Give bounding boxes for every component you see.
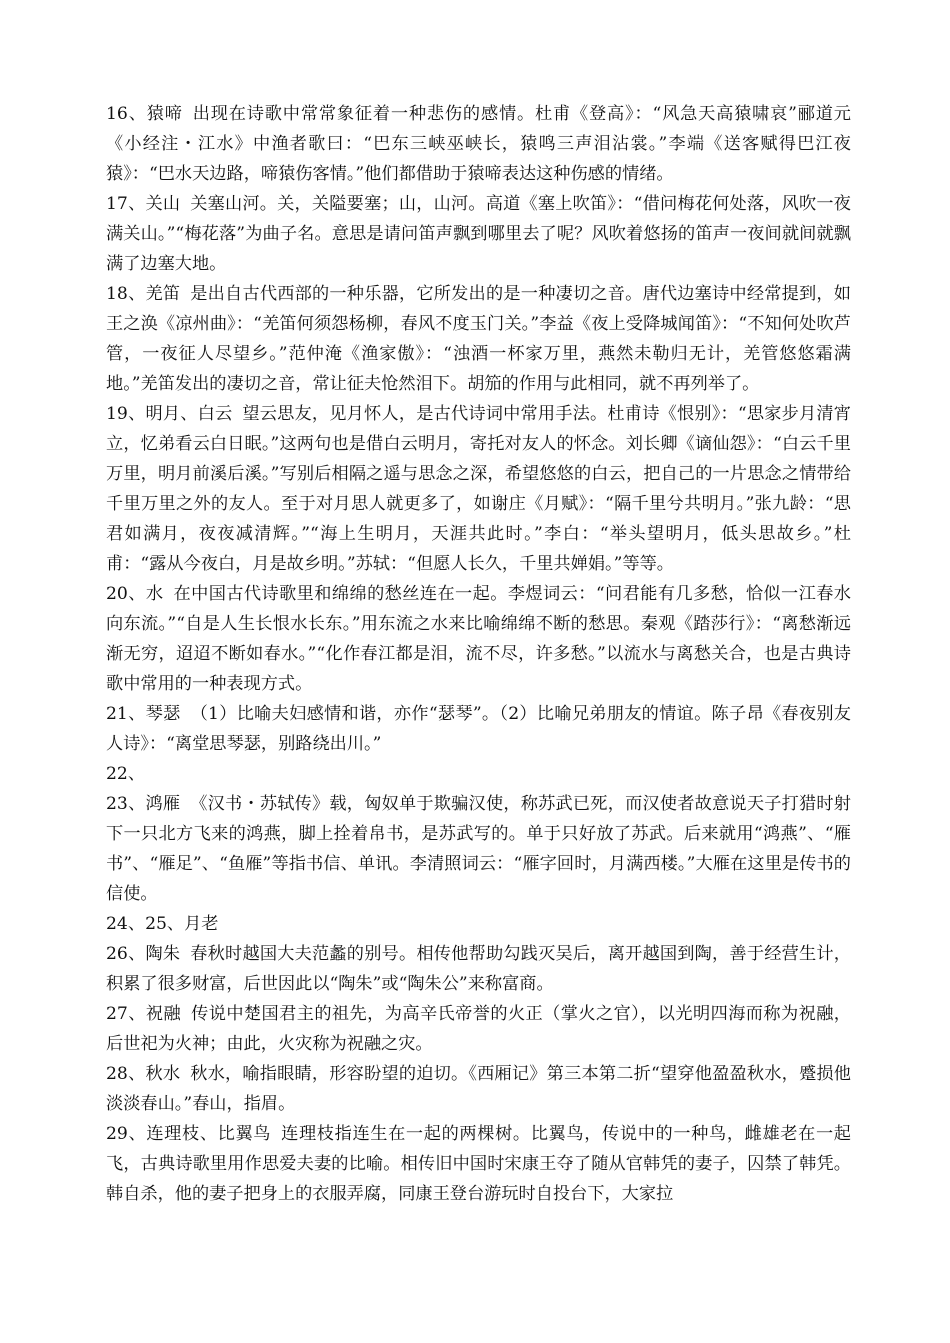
entry-number: 16、 [106, 104, 147, 124]
entry-term: 祝融 [145, 1004, 182, 1024]
entry-number: 29、 [106, 1124, 147, 1144]
document-body [106, 99, 851, 1209]
entry-text: 关塞山河。关，关隘要塞；山，山河。高道《塞上吹笛》：“借问梅花何处落，风吹一夜满关山。”“梅花落”为曲子名。意思是请问笛声飘到哪里去了呢？风吹着悠扬的笛声一夜间就间就飘满了边塞大地。 [106, 194, 851, 274]
entry-24-25 [106, 909, 851, 939]
entry-number: 21、 [106, 704, 146, 724]
entry-number: 26、 [106, 944, 146, 964]
entry-number: 28、 [106, 1064, 146, 1084]
entry-text: 出现在诗歌中常常象征着一种悲伤的感情。杜甫《登高》：“风急天高猿啸哀”郦道元《小经注・江水》中渔者歌曰：“巴东三峡巫峡长，猿鸣三声泪沾裳。”李端《送客赋得巴江夜猿》：“巴水天边路，啼猿伤客情。”他们都借助于猿啼表达这种伤感的情绪。 [106, 104, 851, 184]
entry-22 [106, 759, 851, 789]
entry-19 [106, 399, 851, 579]
entry-17 [106, 189, 851, 279]
entry-term: 鸿雁 [145, 794, 181, 814]
entry-text: 25、月老 [145, 914, 219, 934]
entry-text: 传说中楚国君主的祖先，为高辛氏帝誉的火正（掌火之官），以光明四海而称为祝融，后世祀为火神；由此，火灾称为祝融之灾。 [106, 1004, 851, 1054]
entry-term: 明月、白云 [145, 404, 233, 424]
entry-27 [106, 999, 851, 1059]
entry-term: 连理枝、比翼鸟 [146, 1124, 272, 1144]
entry-number: 22、 [106, 764, 146, 784]
entry-text: （1）比喻夫妇感情和谐，亦作“瑟琴”。（2）比喻兄弟朋友的情谊。陈子昂《春夜别友人诗》：“离堂思琴瑟，别路绕出川。” [106, 704, 851, 754]
entry-number: 23、 [106, 794, 146, 814]
entry-26 [106, 939, 851, 999]
entry-term: 水 [145, 584, 164, 604]
entry-text: 连理枝指连生在一起的两棵树。比翼鸟，传说中的一种鸟，雌雄老在一起飞，古典诗歌里用作思爱夫妻的比喻。相传旧中国时宋康王夺了随从官韩凭的妻子，囚禁了韩凭。韩自杀，他的妻子把身上的衣服弄腐，同康王登台游玩时自投台下，大家拉 [106, 1124, 851, 1204]
entry-text: 望云思友，见月怀人，是古代诗词中常用手法。杜甫诗《恨别》：“思家步月清宵立，忆弟看云白日眠。”这两句也是借白云明月，寄托对友人的怀念。刘长卿《谪仙怨》：“白云千里万里，明月前溪后溪。”写别后相隔之遥与思念之深，希望悠悠的白云，把自己的一片思念之情带给千里万里之外的友人。至于对月思人就更多了，如谢庄《月赋》：“隔千里兮共明月。”张九龄：“思君如满月，夜夜减清辉。”“海上生明月，天涯共此时。”李白：“举头望明月，低头思故乡。”杜甫：“露从今夜白，月是故乡明。”苏轼：“但愿人长久，千里共婵娟。”等等。 [106, 404, 851, 574]
entry-text: 秋水，喻指眼睛，形容盼望的迫切。《西厢记》第三本第二折“望穿他盈盈秋水，蹙损他淡淡春山。”春山，指眉。 [106, 1064, 851, 1114]
entry-number: 24、 [106, 914, 146, 934]
entry-21 [106, 699, 851, 759]
entry-text: 在中国古代诗歌里和绵绵的愁丝连在一起。李煜词云：“问君能有几多愁，恰似一江春水向东流。”“自是人生长恨水长东。”用东流之水来比喻绵绵不断的愁思。秦观《踏莎行》：“离愁渐远渐无穷，迢迢不断如春水。”“化作春江都是泪，流不尽，许多愁。”以流水与离愁关合，也是古典诗歌中常用的一种表现方式。 [106, 584, 851, 694]
entry-number: 17、 [106, 194, 146, 214]
entry-term: 琴瑟 [145, 704, 181, 724]
entry-20 [106, 579, 851, 699]
entry-term: 猿啼 [146, 104, 183, 124]
entry-term: 陶朱 [145, 944, 181, 964]
entry-number: 27、 [106, 1004, 146, 1024]
entry-23 [106, 789, 851, 909]
entry-number: 18、 [106, 284, 146, 304]
entry-18 [106, 279, 851, 399]
entry-term: 秋水 [145, 1064, 181, 1084]
entry-text: 春秋时越国大夫范蠡的别号。相传他帮助勾践灭吴后，离开越国到陶，善于经营生计，积累了很多财富，后世因此以“陶朱”或“陶朱公”来称富商。 [106, 944, 851, 994]
entry-number: 19、 [106, 404, 146, 424]
entry-28 [106, 1059, 851, 1119]
entry-term: 羌笛 [145, 284, 181, 304]
entry-number: 20、 [106, 584, 146, 604]
entry-term: 关山 [145, 194, 181, 214]
entry-text: 是出自古代西部的一种乐器，它所发出的是一种凄切之音。唐代边塞诗中经常提到，如王之涣《凉州曲》：“羌笛何须怨杨柳，春风不度玉门关。”李益《夜上受降城闻笛》：“不知何处吹芦管，一夜征人尽望乡。”范仲淹《渔家傲》：“浊酒一杯家万里，燕然未勒归无计，羌管悠悠霜满地。”羌笛发出的凄切之音，常让征夫怆然泪下。胡笳的作用与此相同，就不再列举了。 [106, 284, 851, 394]
entry-16 [106, 99, 851, 189]
entry-29 [106, 1119, 851, 1209]
entry-text: 《汉书・苏轼传》载，匈奴单于欺骗汉使，称苏武已死，而汉使者故意说天子打猎时射下一只北方飞来的鸿燕，脚上拴着帛书，是苏武写的。单于只好放了苏武。后来就用“鸿燕”、“雁书”、“雁足”、“鱼雁”等指书信、单讯。李清照词云：“雁字回时，月满西楼。”大雁在这里是传书的信使。 [106, 794, 851, 904]
